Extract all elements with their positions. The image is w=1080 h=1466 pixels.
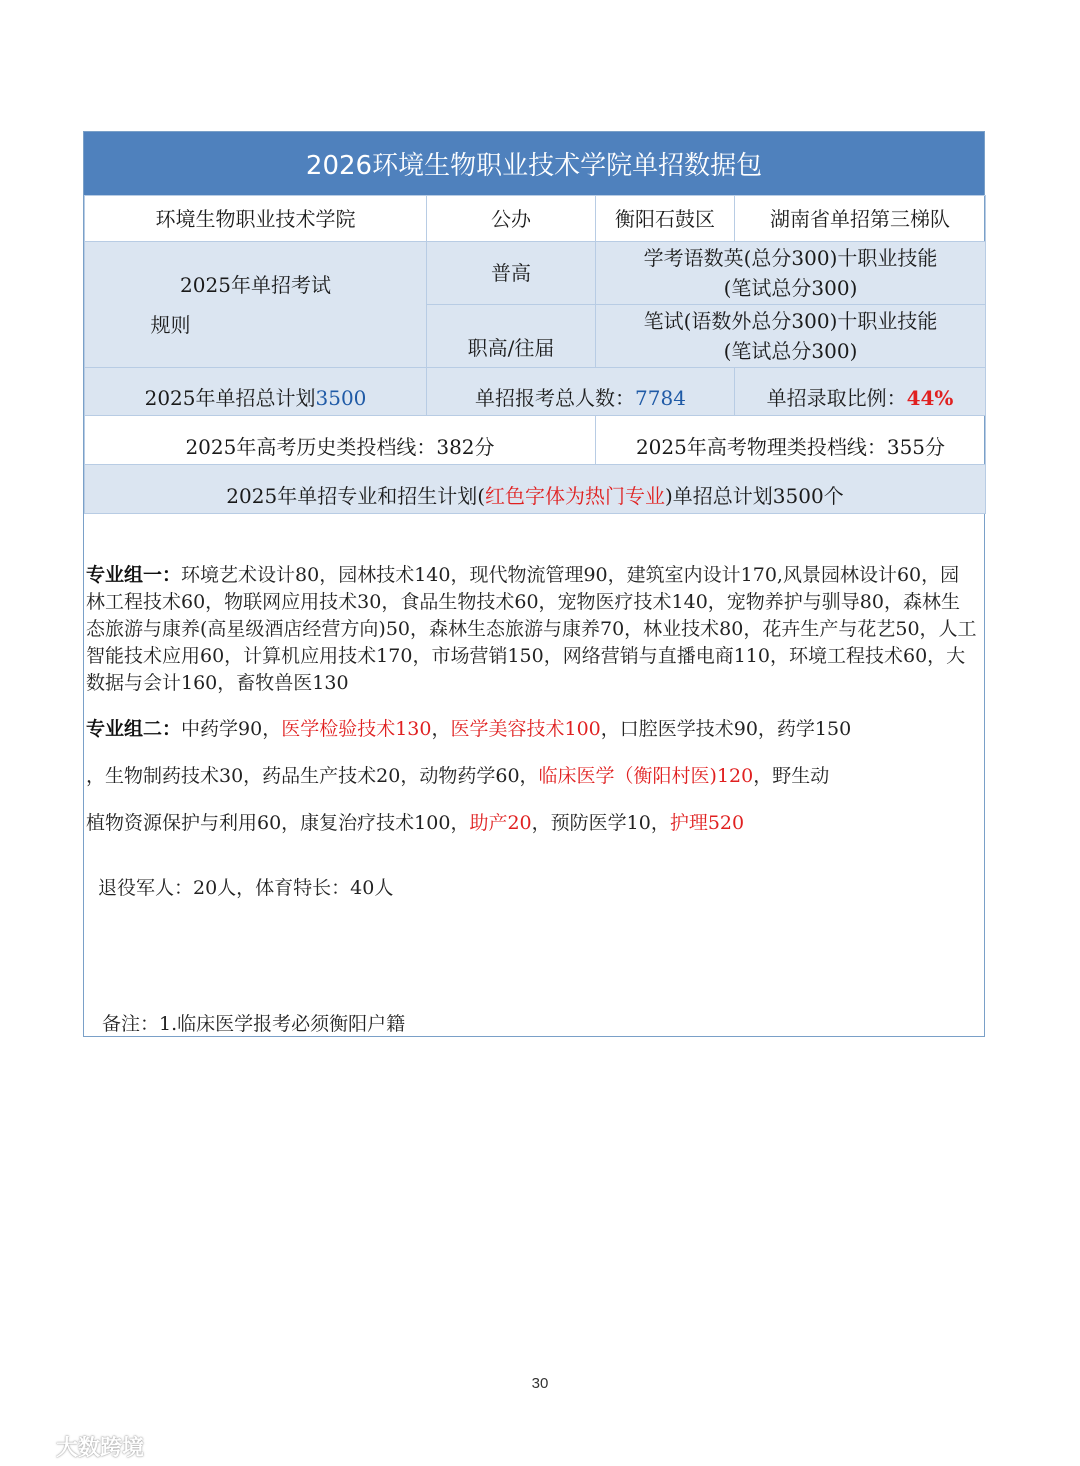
group-2-text-7: ，预防医学10， [531, 812, 670, 834]
hot-major-5: 护理520 [669, 812, 745, 834]
group-2-text-3: ，口腔医学技术90，药学150 [600, 718, 852, 740]
group-2-text-4: ，生物制药技术30，药品生产技术20，动物药学60， [86, 765, 539, 787]
page-number: 30 [531, 1375, 549, 1392]
school-tier: 湖南省单招第三梯队 [734, 195, 986, 242]
group-1-text: 环境艺术设计80，园林技术140，现代物流管理90，建筑室内设计170,风景园林设计60，园林工程技术60，物联网应用技术30，食品生物技术60，宠物医疗技术140，宠物养护与驯导80，森林生态旅游与康养(高星级酒店经营方向)50，森林生态旅游与康养70，林业技术80，花卉生产与花艺50，人工智能技术应用60，计算机应用技术170，市场营销150，网络营销与直播电商110，环境工程技术60，大数据与会计160，畜牧兽医130 [86, 564, 977, 694]
major-group-2-line-3 [86, 810, 978, 837]
remark-note: 备注：1.临床医学报考必须衡阳户籍 [102, 1013, 406, 1035]
group-1-label: 专业组一： [86, 564, 182, 586]
majors-header-red-note: 红色字体为热门专业 [485, 484, 665, 508]
watermark-logo-icon [10, 1432, 50, 1460]
major-group-1 [86, 562, 978, 697]
vocational-label: 职高/往届 [426, 304, 596, 368]
applicants-label: 单招报考总人数： [475, 386, 636, 410]
general-rule [595, 241, 986, 305]
hot-major-1: 医学检验技术130 [281, 718, 432, 740]
exam-rules-label-line2: 规则 [150, 312, 191, 337]
plan-value: 3500 [315, 386, 367, 410]
data-sheet [83, 131, 985, 1037]
majors-header [84, 464, 986, 514]
plan-label: 2025年单招总计划 [144, 386, 316, 410]
general-label: 普高 [426, 241, 596, 305]
ratio-value: 44% [906, 386, 954, 410]
majors-header-prefix: 2025年单招专业和招生计划( [226, 484, 485, 508]
school-name: 环境生物职业技术学院 [84, 195, 427, 242]
group-2-text-2: ， [431, 718, 451, 740]
general-rule-line2: (笔试总分300) [723, 276, 858, 300]
school-type: 公办 [426, 195, 596, 242]
vocational-rule-line1: 笔试(语数外总分300)十职业技能 [643, 309, 938, 333]
group-2-text-5: ，野生动 [753, 765, 830, 787]
hot-major-4: 助产20 [469, 812, 532, 834]
group-2-text-1: 中药学90， [181, 718, 282, 740]
major-group-2-line-2 [86, 763, 978, 790]
majors-header-suffix: )单招总计划3500个 [665, 484, 844, 508]
major-group-2-line-1 [86, 716, 978, 743]
group-2-label: 专业组二： [86, 718, 182, 740]
vocational-rule-line2: (笔试总分300) [723, 339, 858, 363]
applicants-value: 7784 [635, 386, 686, 410]
watermark-text: 大数跨境 [56, 1435, 145, 1461]
special-quota: 退役军人：20人，体育特长：40人 [98, 877, 394, 899]
school-location: 衡阳石鼓区 [595, 195, 735, 242]
applicants-total [426, 367, 735, 416]
watermark [10, 1428, 144, 1464]
history-cutoff: 2025年高考历史类投档线：382分 [84, 415, 596, 465]
group-2-text-6: 植物资源保护与利用60，康复治疗技术100， [86, 812, 470, 834]
physics-cutoff: 2025年高考物理类投档线：355分 [595, 415, 986, 465]
vocational-rule [595, 304, 986, 368]
sheet-title: 2026环境生物职业技术学院单招数据包 [84, 132, 984, 195]
general-rule-line1: 学考语数英(总分300)十职业技能 [643, 246, 938, 270]
exam-rules-label-line1: 2025年单招考试 [180, 272, 331, 297]
ratio-label: 单招录取比例： [766, 386, 907, 410]
hot-major-2: 医学美容技术100 [450, 718, 601, 740]
plan-total [84, 367, 427, 416]
exam-rules-label [84, 241, 427, 368]
admission-ratio [734, 367, 986, 416]
hot-major-3: 临床医学（衡阳村医)120 [538, 765, 754, 787]
